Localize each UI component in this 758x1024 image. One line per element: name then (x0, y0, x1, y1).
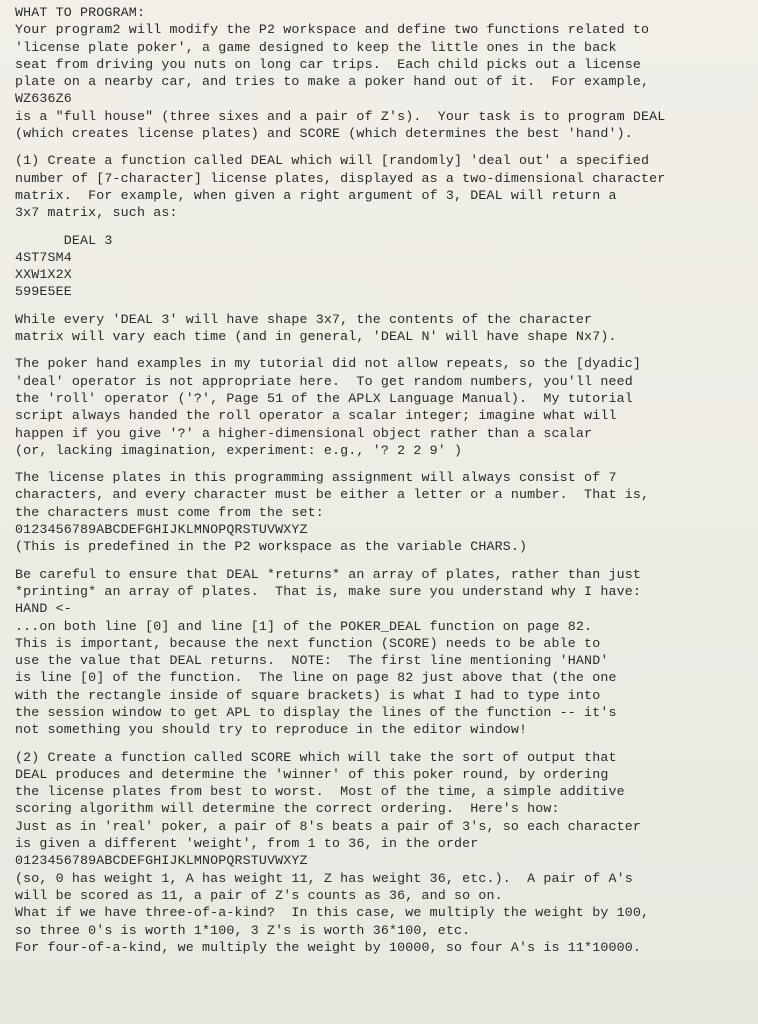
text-line: Just as in 'real' poker, a pair of 8's beats a pair of 3's, so each character (15, 818, 641, 834)
code-line: HAND <- (15, 601, 72, 617)
paragraph-example-deal (15, 232, 752, 301)
text-line: plate on a nearby car, and tries to make a poker hand out of it. For example, (15, 74, 650, 90)
text-line: Your program2 will modify the P2 workspace and define two functions related to (15, 22, 650, 38)
text-line: While every 'DEAL 3' will have shape 3x7, the contents of the character (15, 311, 593, 327)
text-line: What if we have three-of-a-kind? In this case, we multiply the weight by 100, (15, 905, 650, 921)
text-line: script always handed the roll operator a scalar integer; imagine what will (15, 408, 617, 424)
paragraph-shape-note (15, 311, 752, 346)
text-line: scoring algorithm will determine the correct ordering. Here's how: (15, 801, 560, 817)
charset-line: 0123456789ABCDEFGHIJKLMNOPQRSTUVWXYZ (15, 853, 308, 869)
text-line: characters, and every character must be either a letter or a number. That is, (15, 487, 650, 503)
text-line: The license plates in this programming assignment will always consist of 7 (15, 470, 617, 486)
text-line: (so, 0 has weight 1, A has weight 11, Z has weight 36, etc.). A pair of A's (15, 870, 633, 886)
text-line: 'license plate poker', a game designed to keep the little ones in the back (15, 39, 617, 55)
text-line: DEAL produces and determine the 'winner' of this poker round, by ordering (15, 766, 609, 782)
paragraph-careful-note (15, 566, 752, 739)
charset-line: 0123456789ABCDEFGHIJKLMNOPQRSTUVWXYZ (15, 522, 308, 538)
example-plate: WZ636Z6 (15, 91, 72, 107)
text-line: not something you should try to reproduce in the editor window! (15, 722, 528, 738)
text-line: This is important, because the next function (SCORE) needs to be able to (15, 635, 601, 651)
text-line: is a "full house" (three sixes and a pair of Z's). Your task is to program DEAL (15, 108, 666, 124)
text-line: is line [0] of the function. The line on page 82 just above that (the one (15, 670, 617, 686)
paragraph-intro (15, 4, 752, 142)
text-line: seat from driving you nuts on long car trips. Each child picks out a license (15, 56, 641, 72)
text-line: 'deal' operator is not appropriate here. To get random numbers, you'll need (15, 373, 633, 389)
text-line: (This is predefined in the P2 workspace as the variable CHARS.) (15, 539, 528, 555)
section-heading: WHAT TO PROGRAM: (15, 5, 146, 20)
text-line: (or, lacking imagination, experiment: e.g., '? 2 2 9' ) (15, 442, 463, 458)
text-line: use the value that DEAL returns. NOTE: The first line mentioning 'HAND' (15, 653, 609, 669)
text-line: ...on both line [0] and line [1] of the POKER_DEAL function on page 82. (15, 618, 593, 634)
text-line: 3x7 matrix, such as: (15, 205, 178, 221)
text-line: Be careful to ensure that DEAL *returns* an array of plates, rather than just (15, 566, 641, 582)
text-line: For four-of-a-kind, we multiply the weight by 10000, so four A's is 11*10000. (15, 939, 641, 955)
text-line: the characters must come from the set: (15, 504, 324, 520)
paragraph-step-1 (15, 152, 752, 221)
paragraph-roll-note (15, 355, 752, 459)
text-line: so three 0's is worth 1*100, 3 Z's is worth 36*100, etc. (15, 922, 471, 938)
text-line: matrix. For example, when given a right argument of 3, DEAL will return a (15, 187, 617, 203)
text-line: happen if you give '?' a higher-dimensional object rather than a scalar (15, 425, 593, 441)
code-line: XXW1X2X (15, 267, 72, 283)
text-line: is given a different 'weight', from 1 to 36, in the order (15, 836, 479, 852)
text-line: (which creates license plates) and SCORE (which determines the best 'hand'). (15, 126, 633, 142)
text-line: with the rectangle inside of square brackets) is what I had to type into (15, 687, 601, 703)
paragraph-chars-note (15, 469, 752, 555)
text-line: matrix will vary each time (and in general, 'DEAL N' will have shape Nx7). (15, 329, 617, 345)
text-line: the session window to get APL to display the lines of the function -- it's (15, 704, 617, 720)
text-line: the license plates from best to worst. Most of the time, a simple additive (15, 784, 625, 800)
text-line: number of [7-character] license plates, displayed as a two-dimensional character (15, 170, 666, 186)
code-line: DEAL 3 (15, 232, 113, 248)
text-line: *printing* an array of plates. That is, make sure you understand why I have: (15, 583, 641, 599)
paragraph-step-2 (15, 749, 752, 957)
code-line: 4ST7SM4 (15, 249, 72, 265)
text-line: The poker hand examples in my tutorial did not allow repeats, so the [dyadic] (15, 356, 641, 372)
code-line: 599E5EE (15, 284, 72, 300)
text-line: (1) Create a function called DEAL which will [randomly] 'deal out' a specified (15, 153, 650, 169)
text-line: will be scored as 11, a pair of Z's counts as 36, and so on. (15, 887, 503, 903)
text-line: the 'roll' operator ('?', Page 51 of the APLX Language Manual). My tutorial (15, 390, 633, 406)
text-line: (2) Create a function called SCORE which will take the sort of output that (15, 749, 617, 765)
